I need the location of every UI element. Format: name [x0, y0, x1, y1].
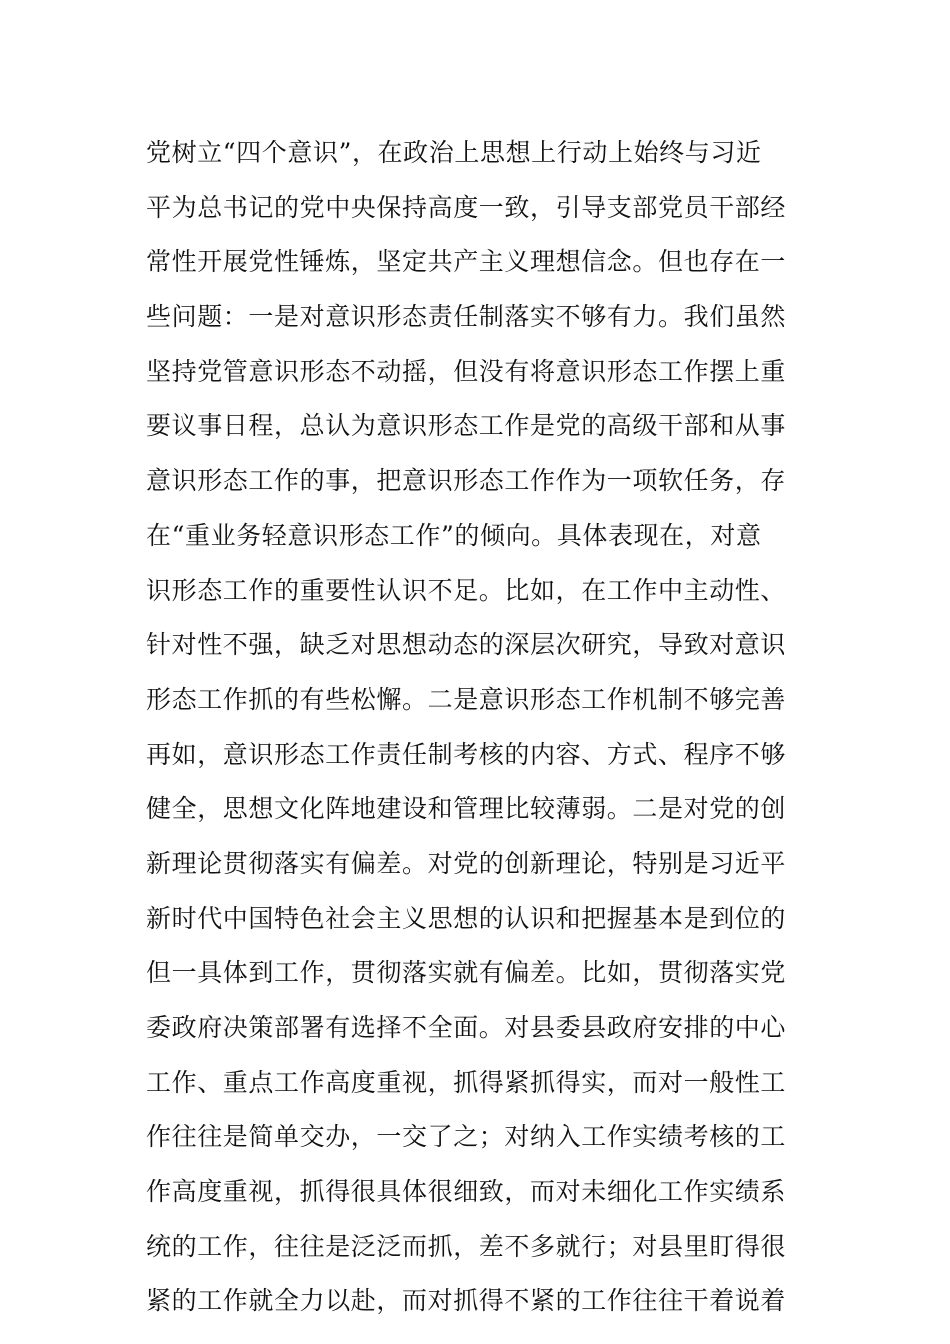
text-line-22: 紧的工作就全力以赴，而对抓得不紧的工作往往干着说着: [146, 1286, 787, 1316]
text-line-18: 工作、重点工作高度重视，抓得紧抓得实，而对一般性工: [146, 1067, 787, 1097]
text-line-5: 坚持党管意识形态不动摇，但没有将意识形态工作摆上重: [146, 356, 787, 386]
text-line-9: 识形态工作的重要性认识不足。比如，在工作中主动性、: [146, 575, 787, 605]
text-line-10: 针对性不强，缺乏对思想动态的深层次研究，导致对意识: [146, 630, 787, 660]
text-line-12: 再如，意识形态工作责任制考核的内容、方式、程序不够: [146, 739, 787, 769]
text-line-16: 但一具体到工作，贯彻落实就有偏差。比如，贯彻落实党: [146, 958, 787, 988]
text-line-4: 些问题：一是对意识形态责任制落实不够有力。我们虽然: [146, 302, 787, 332]
body-paragraph: [146, 126, 810, 1329]
text-line-20: 作高度重视，抓得很具体很细致，而对未细化工作实绩系: [146, 1177, 787, 1207]
text-line-13: 健全，思想文化阵地建设和管理比较薄弱。二是对党的创: [146, 794, 787, 824]
text-line-21: 统的工作，往往是泛泛而抓，差不多就行；对县里盯得很: [146, 1231, 787, 1261]
text-line-11: 形态工作抓的有些松懈。二是意识形态工作机制不够完善: [146, 684, 787, 714]
text-line-8: 在“重业务轻意识形态工作”的倾向。具体表现在，对意: [146, 520, 762, 550]
text-line-6: 要议事日程，总认为意识形态工作是党的高级干部和从事: [146, 411, 787, 441]
text-line-19: 作往往是简单交办，一交了之；对纳入工作实绩考核的工: [146, 1122, 787, 1152]
text-line-3: 常性开展党性锤炼，坚定共产主义理想信念。但也存在一: [146, 247, 787, 277]
text-line-1: 党树立“四个意识”，在政治上思想上行动上始终与习近: [146, 138, 762, 167]
text-line-14: 新理论贯彻落实有偏差。对党的创新理论，特别是习近平: [146, 848, 787, 878]
text-line-15: 新时代中国特色社会主义思想的认识和把握基本是到位的: [146, 903, 787, 933]
text-line-17: 委政府决策部署有选择不全面。对县委县政府安排的中心: [146, 1013, 787, 1042]
text-line-2: 平为总书记的党中央保持高度一致，引导支部党员干部经: [146, 192, 787, 222]
text-line-7: 意识形态工作的事，把意识形态工作作为一项软任务，存: [146, 466, 787, 496]
